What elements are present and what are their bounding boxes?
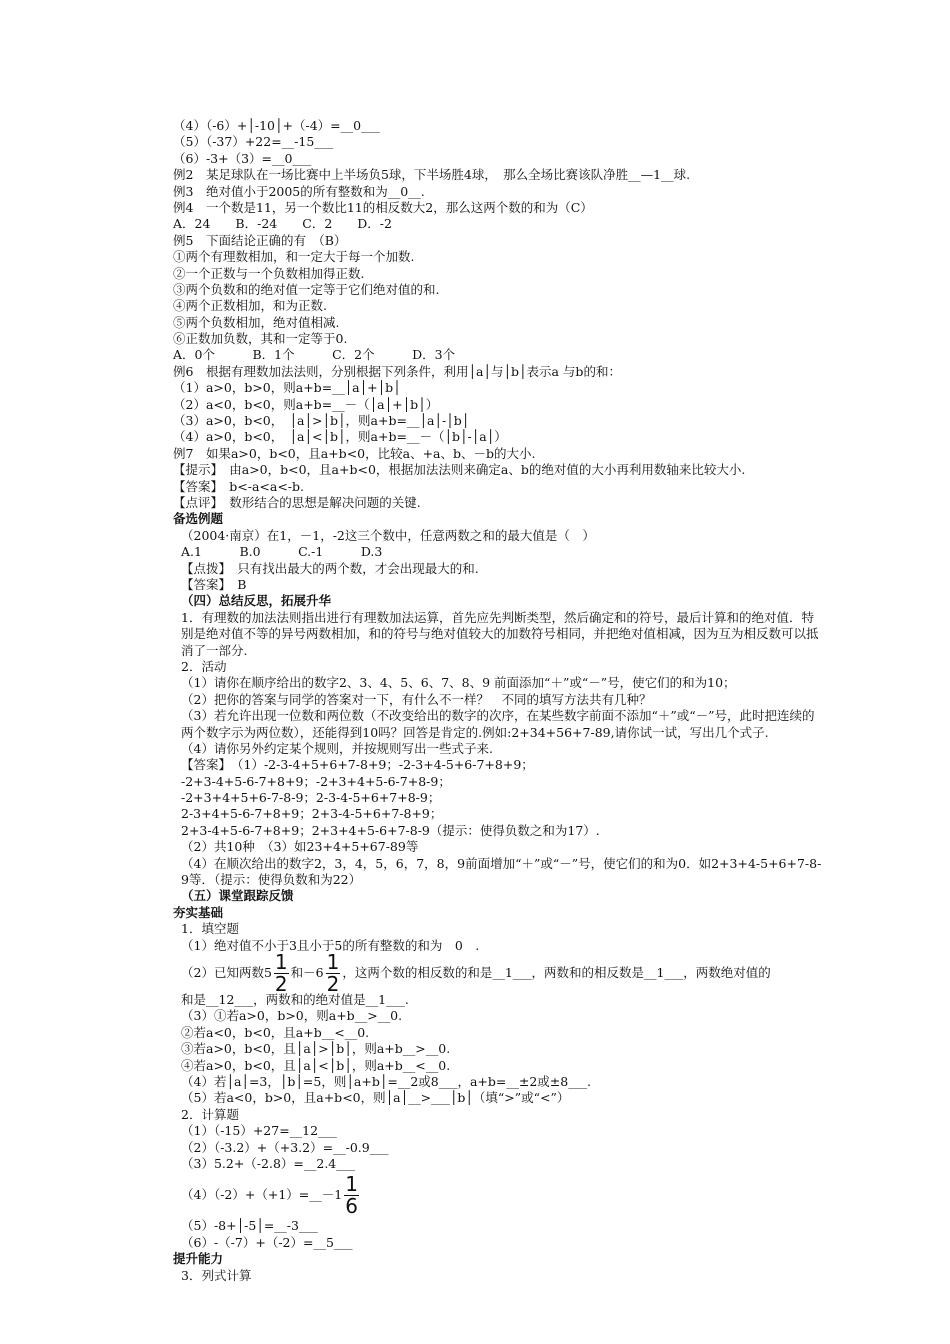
text-line: （2004·南京）在1，－1，-2这三个数中，任意两数之和的最大值是（ ）	[181, 527, 595, 543]
text-line: （2）共10种 （3）如23+4+5+67-89等	[181, 839, 419, 855]
summary-paragraph: 1．有理数的加法法则指出进行有理数加法运算，首先应先判断类型，然后确定和的符号，最后计算和的绝对值．特别是绝对值不等的异号两数相加，和的符号与绝对值较大的加数符号相同，并把绝对值相减，因为互为相反数可以抵消了一部分.	[181, 609, 819, 658]
activity-extra-paragraph: （4）在顺次给出的数字2，3，4，5，6，7，8，9前面增加“＋”或“－”号，使它们的和为0．如2+3+4-5+6+7-8-9等．（提示：使得负数和为22）	[181, 855, 822, 888]
text-line: （1）（-15）+27=__12___	[181, 1123, 337, 1139]
fraction-one-half-b: $\frac{1}{2}$	[326, 949, 340, 996]
text-line: A.1 B.0 C.-1 D.3	[181, 544, 383, 560]
text-line: ②一个正数与一个负数相加得正数.	[173, 265, 365, 281]
frac-q-mid: 和－6	[290, 965, 324, 981]
text-line: A．24 B．-24 C．2 D．-2	[173, 216, 392, 232]
text-line: （4）（-6）+│-10│+（-4）=__0___	[173, 118, 380, 133]
text-line: ③两个负数和的绝对值一定等于它们绝对值的和.	[173, 281, 440, 297]
backup-example-block	[173, 528, 823, 594]
text-line: ⑥正数加负数，其和一定等于0.	[173, 331, 348, 347]
text-line: （2）a<0，b<0，则a+b=__－（│a│+│b│）	[173, 396, 439, 412]
text-line: （1）绝对值不小于3且小于5的所有整数的和为 0 .	[181, 937, 480, 953]
text-line: （3）①若a>0，b>0，则a+b__>__0.	[181, 1008, 403, 1024]
text-line: 1．填空题	[181, 921, 239, 937]
text-line: -2+3-4+5-6-7+8+9；-2+3+4+5-6-7+8-9；	[181, 773, 451, 789]
text-line: ④两个正数相加，和为正数.	[173, 298, 327, 314]
heading-basic: 夯实基础	[173, 904, 224, 920]
fraction-one-sixth: $\frac{1}{6}$	[345, 1171, 358, 1218]
fill-blank-block-2	[173, 992, 823, 1172]
text-line: 2-3+4+5-6-7+8+9；2+3-4-5+6+7-8+9；	[181, 806, 443, 822]
text-line: 2+3-4+5-6-7+8+9；2+3+4+5-6+7-8-9（提示：使得负数之和为17）.	[181, 822, 600, 838]
text-line: 【答案】 （1）-2-3-4+5+6+7-8+9；-2-3+4-5+6-7+8+9；	[181, 757, 534, 773]
text-line: （5）（-37）+22=__-15___	[173, 134, 334, 150]
fraction-answer-line	[173, 1172, 823, 1218]
text-line: 【答案】 B	[181, 576, 247, 592]
text-line: 【点拨】 只有找出最大的两个数，才会出现最大的和.	[181, 560, 479, 576]
text-line: 例6 根据有理数加法法则，分别根据下列条件，利用│a│与│b│表示a 与b的和：	[173, 363, 621, 379]
text-line: （4）a>0，b<0， │a│<│b│，则a+b=__－（│b│-│a│）	[173, 429, 507, 445]
text-line: -2+3+4+5+6-7-8-9；2-3-4-5+6+7+8-9；	[181, 790, 441, 806]
text-line: （1）请你在顺序给出的数字2、3、4、5、6、7、8、9 前面添加“＋”或“－”号，使它们的和为10；	[181, 675, 736, 691]
text-line: ②若a<0，b<0，且a+b__<__0.	[181, 1024, 370, 1040]
text-line: 【答案】 b<-a<a<-b.	[173, 478, 304, 494]
fill-blank-block	[173, 921, 823, 954]
examples-block	[173, 118, 823, 511]
text-line: 例2 某足球队在一场比赛中上半场负5球，下半场胜4球， 那么全场比赛该队净胜__—1__球.	[173, 167, 691, 183]
heading-improve: 提升能力	[173, 1251, 224, 1267]
text-line: （4）请你另外约定某个规则，并按规则写出一些式子来.	[181, 740, 493, 756]
frac-a-prefix: （4）（-2）+（+1）=__－1	[181, 1187, 343, 1203]
answer-block	[173, 741, 823, 856]
text-line: （3）5.2+（-2.8）=__2.4___	[181, 1155, 356, 1171]
page-content	[173, 118, 823, 1284]
text-line: 例4 一个数是11，另一个数比11的相反数大2，那么这两个数的和为（C）	[173, 199, 593, 215]
text-line: ④若a>0，b<0，且│a│<│b│，则a+b__<__0.	[181, 1057, 451, 1073]
text-line: （5）-8+│-5│=__-3___	[181, 1218, 318, 1234]
text-line: ①两个有理数相加，和一定大于每一个加数.	[173, 249, 415, 265]
text-line: 【提示】 由a>0，b<0，且a+b<0，根据加法法则来确定a、b的绝对值的大小再利用数轴来比较大小.	[173, 462, 746, 478]
heading-summary: （四）总结反思，拓展升华	[181, 593, 332, 609]
fraction-one-half-a: $\frac{1}{2}$	[274, 949, 288, 996]
text-line: 例5 下面结论正确的有 （B）	[173, 232, 347, 248]
text-line: 例7 如果a>0，b<0，且a+b<0，比较a、+a、b、－b的大小.	[173, 445, 536, 461]
text-line: （2）把你的答案与同学的答案对一下，有什么不一样？ 不同的填写方法共有几种？	[181, 691, 652, 707]
text-line: 例3 绝对值小于2005的所有整数和为__0__.	[173, 183, 425, 199]
frac-q-prefix: （2）已知两数5	[181, 965, 272, 981]
last-line: 3．列式计算	[181, 1267, 252, 1283]
text-line: 【点评】 数形结合的思想是解决问题的关键.	[173, 494, 421, 510]
text-line: （4）若│a│=3，│b│=5，则│a+b│=__2或8___，a+b=__±2或±8___.	[181, 1073, 591, 1089]
text-line: （3）a>0，b<0， │a│>│b│，则a+b=__│a│-│b│	[173, 413, 470, 429]
fraction-question-line	[173, 949, 823, 996]
text-line: 2．活动	[181, 658, 227, 674]
text-line: （5）若a<0，b>0，且a+b<0，则│a│__>___│b│（填“>”或“<”）	[181, 1090, 570, 1106]
text-line: （1）a>0，b>0，则a+b=__│a│+│b│	[173, 380, 401, 396]
calc-block	[173, 1218, 823, 1251]
text-line: ③若a>0，b<0，且│a│>│b│，则a+b__>__0.	[181, 1041, 451, 1057]
activity-paragraph: （3）若允许出现一位数和两位数（不改变给出的数字的次序，在某些数字前面不添加“＋”或“－”号，此时把连续的两个数字示为两位数），还能得到10吗？回答是肯定的.例如:2+34+56+7-89,请你试一试，写出几个式子.	[181, 708, 815, 740]
text-line: （6）-3+（3）=__0___	[173, 150, 312, 166]
text-line: 2．计算题	[181, 1106, 239, 1122]
activity-block	[173, 659, 823, 708]
text-line: ⑤两个负数相加，绝对值相减.	[173, 314, 340, 330]
text-line: （2）（-3.2）+（+3.2）=__-0.9___	[181, 1139, 389, 1155]
frac-q-suffix: ，这两个数的相反数的和是__1___，两数和的相反数是__1___，两数绝对值的	[342, 965, 771, 981]
heading-feedback: （五）课堂跟踪反馈	[181, 888, 294, 904]
heading-backup-examples: 备选例题	[173, 511, 224, 527]
text-line: 和是__12___，两数和的绝对值是__1___.	[181, 992, 409, 1008]
text-line: （6）-（-7）+（-2）=__5___	[181, 1234, 353, 1250]
text-line: A．0个 B．1个 C．2个 D．3个	[173, 347, 456, 363]
